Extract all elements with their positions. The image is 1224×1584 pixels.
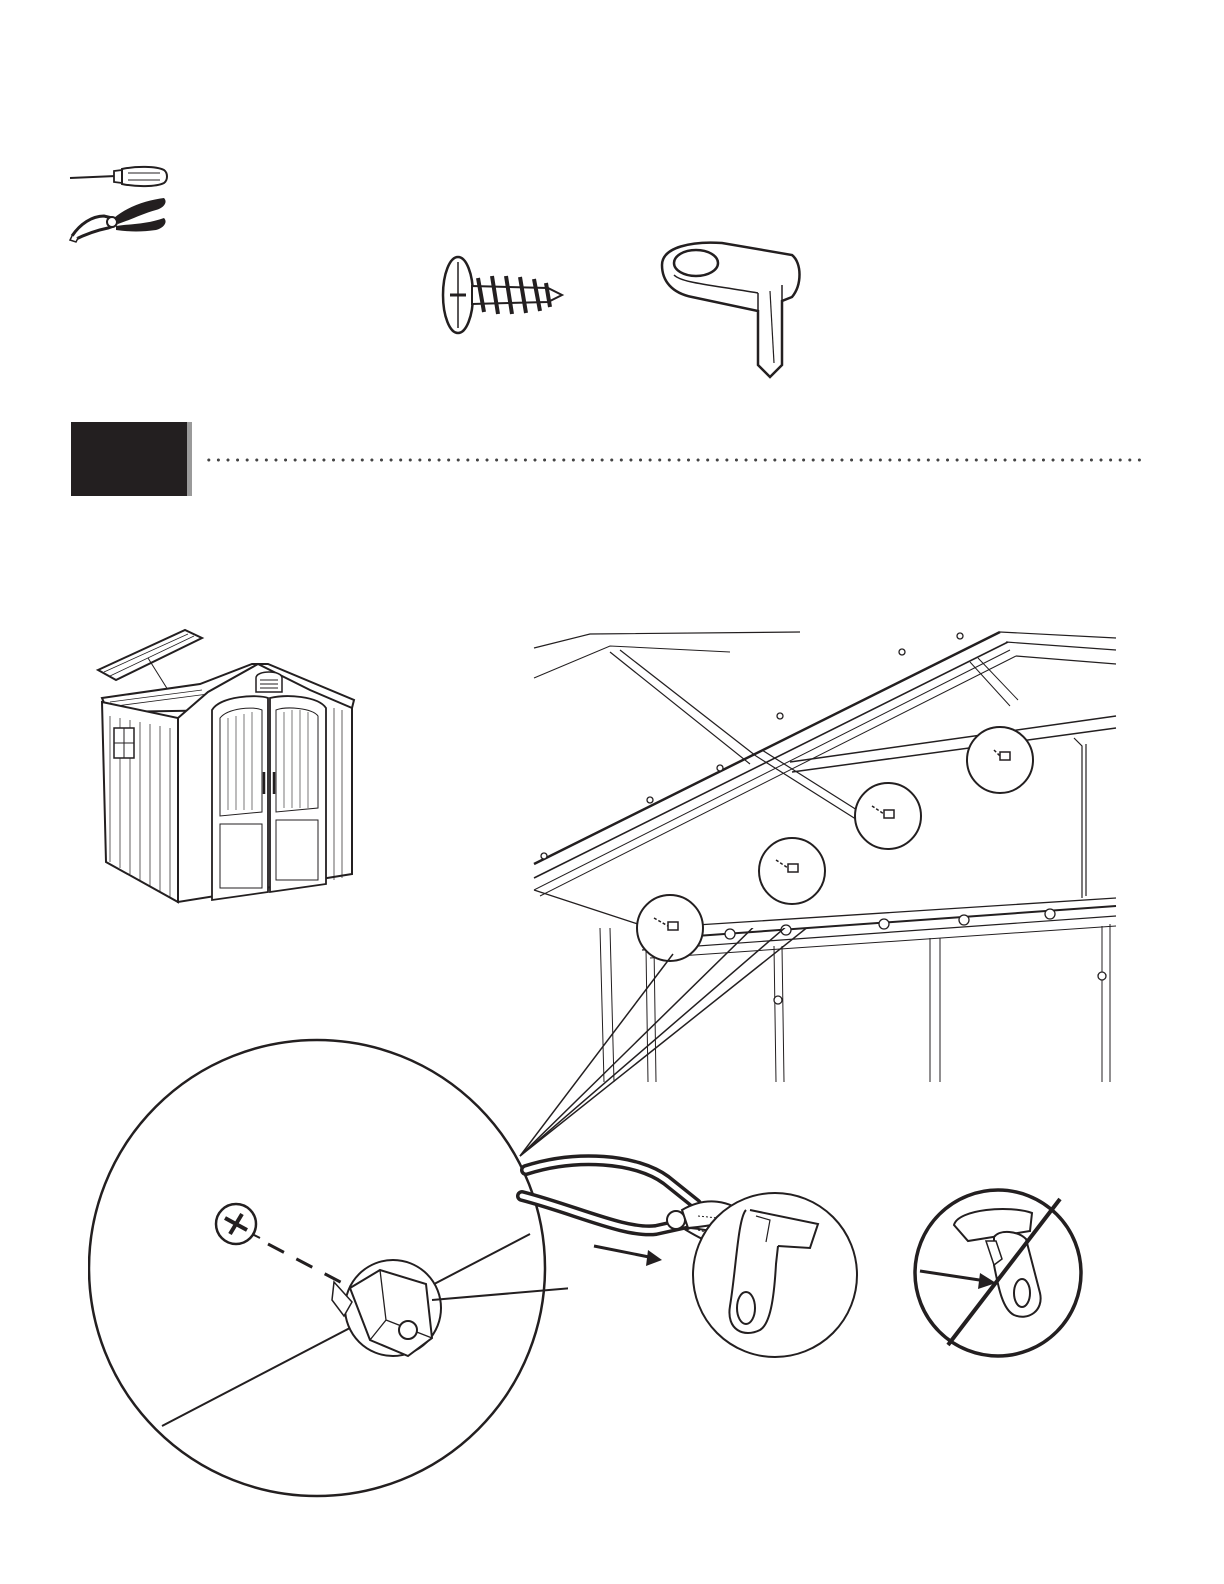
- incorrect-bend-circle: [910, 1185, 1086, 1361]
- step-number-box: [71, 422, 187, 496]
- leader-lines: [515, 928, 1035, 1158]
- shed-overview-illustration: [90, 612, 370, 912]
- parts-area: [430, 230, 820, 380]
- screw-icon: [440, 250, 580, 360]
- pliers-icon: [68, 194, 172, 244]
- roof-clip-icon: [652, 235, 812, 380]
- tools-area: [66, 160, 176, 245]
- screwdriver-icon: [66, 160, 170, 192]
- magnified-detail-circle: [88, 1038, 568, 1518]
- step-divider-dotted-line: [204, 458, 1144, 462]
- bent-clip-detail-circle: [690, 1190, 860, 1360]
